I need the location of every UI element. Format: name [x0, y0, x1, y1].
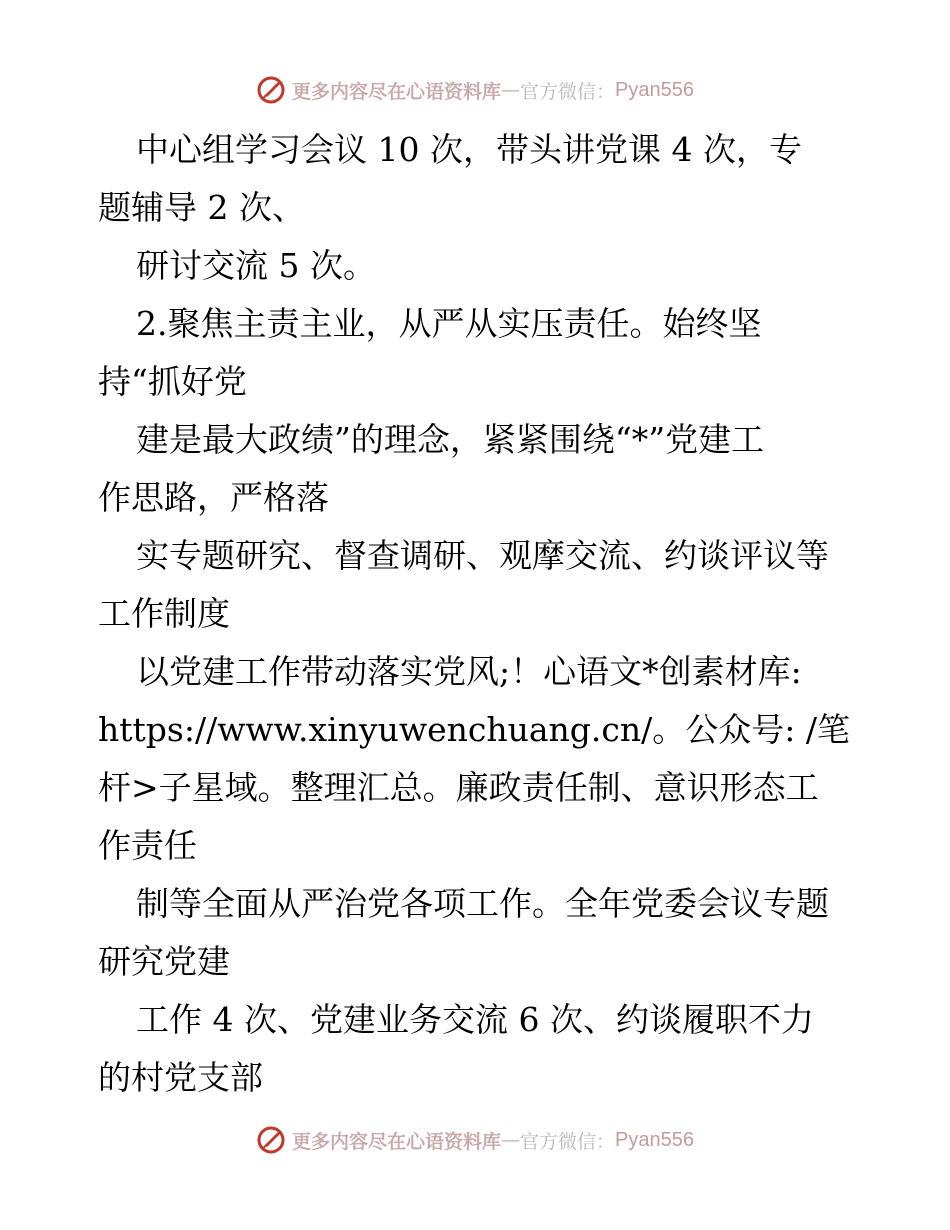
text-line: 建是最大政绩”的理念，紧紧围绕“*”党建工 [136, 420, 765, 459]
banner-site-text: 更多内容尽在心语资料库 [292, 1130, 502, 1153]
banner-separator: — [501, 1129, 521, 1151]
text-line: 持“抓好党 [98, 362, 247, 401]
text-line: 以党建工作带动落实党风;！心语文*创素材库: [136, 652, 802, 691]
text-line: 研讨交流 5 次。 [136, 246, 376, 285]
text-line: 实专题研究、督查调研、观摩交流、约谈评议等 [136, 536, 829, 575]
banner-site-text: 更多内容尽在心语资料库 [292, 80, 502, 103]
text-line: 工作制度 [98, 594, 230, 633]
quill-logo-icon [256, 1125, 286, 1155]
text-line: 研究党建 [98, 942, 230, 981]
text-line: 制等全面从严治党各项工作。全年党委会议专题 [136, 884, 829, 923]
text-line: https://www.xinyuwenchuang.cn/。公众号: /笔 [98, 710, 850, 749]
text-line: 题辅导 2 次、 [98, 188, 305, 227]
text-line: 2.聚焦主责主业，从严从实压责任。始终坚 [136, 304, 762, 343]
banner-wechat-id: Pyan556 [615, 78, 694, 101]
text-line: 作思路，严格落 [98, 478, 329, 517]
text-line: 杆>子星域。整理汇总。廉政责任制、意识形态工 [98, 768, 819, 807]
banner-official-label: 官方微信： [520, 1130, 616, 1153]
quill-logo-icon [256, 75, 286, 105]
banner-wechat-id: Pyan556 [615, 1128, 694, 1151]
text-line: 中心组学习会议 10 次，带头讲党课 4 次，专 [136, 130, 802, 169]
footer-watermark-banner [0, 1122, 950, 1158]
banner-official-label: 官方微信： [520, 80, 616, 103]
header-watermark-banner [0, 72, 950, 108]
banner-separator: — [501, 79, 521, 101]
text-line: 的村党支部 [98, 1058, 263, 1097]
text-line: 工作 4 次、党建业务交流 6 次、约谈履职不力 [136, 1000, 814, 1039]
text-line: 作责任 [98, 826, 197, 865]
